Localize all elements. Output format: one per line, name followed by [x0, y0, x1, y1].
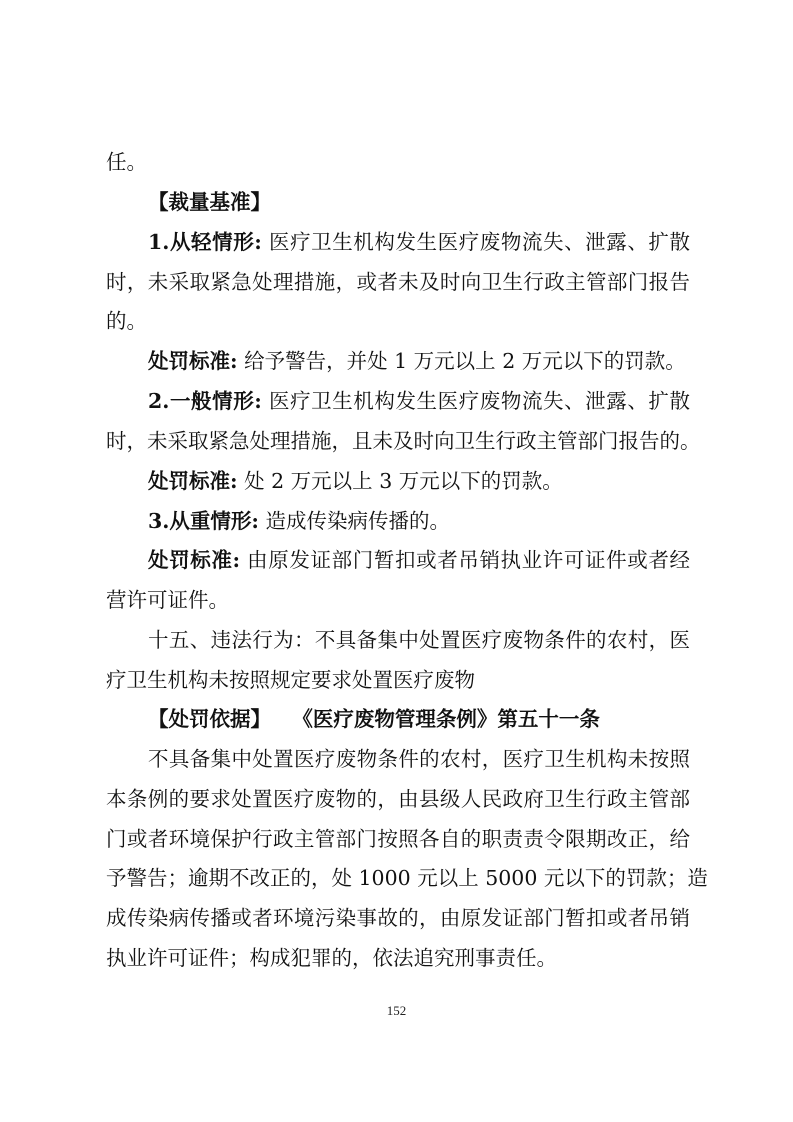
paragraph-line: 执业许可证件；构成犯罪的，依法追究刑事责任。	[106, 946, 557, 970]
paragraph-line: 不具备集中处置医疗废物条件的农村，医疗卫生机构未按照	[148, 747, 690, 771]
violation-heading: 十五、违法行为：不具备集中处置医疗废物条件的农村，医	[148, 628, 690, 652]
paragraph-line: 予警告；逾期不改正的，处 1000 元以上 5000 元以下的罚款；造	[106, 866, 708, 890]
paragraph-line: 营许可证件。	[106, 588, 229, 612]
paragraph-line	[148, 544, 690, 576]
paragraph-line	[148, 345, 690, 377]
case-text: 医疗卫生机构发生医疗废物流失、泄露、扩散	[268, 230, 691, 254]
paragraph-line	[148, 226, 690, 258]
penalty-basis-heading	[148, 703, 690, 735]
paragraph-line: 疗卫生机构未按照规定要求处置医疗废物	[106, 668, 475, 692]
paragraph-line	[148, 465, 690, 497]
paragraph-line: 任。	[106, 150, 147, 174]
paragraph-line: 时，未采取紧急处理措施，且未及时向卫生行政主管部门报告的。	[106, 429, 701, 453]
paragraph-line: 成传染病传播或者环境污染事故的，由原发证部门暂扣或者吊销	[106, 906, 690, 930]
paragraph-line: 本条例的要求处置医疗废物的，由县级人民政府卫生行政主管部	[106, 787, 690, 811]
section-heading-discretion-benchmark: 【裁量基准】	[148, 190, 271, 214]
case-label-heavy: 3.从重情形:	[148, 509, 259, 533]
case-text: 造成传染病传播的。	[265, 509, 450, 533]
paragraph-line	[148, 505, 690, 537]
page-number: 152	[386, 1003, 407, 1018]
penalty-text: 给予警告，并处 1 万元以上 2 万元以下的罚款。	[244, 349, 686, 373]
penalty-text: 处 2 万元以上 3 万元以下的罚款。	[244, 469, 563, 493]
penalty-label: 处罚标准:	[148, 548, 241, 572]
penalty-label: 处罚标准:	[148, 469, 238, 493]
paragraph-line	[148, 385, 690, 417]
regulation-reference: 《医疗废物管理条例》第五十一条	[292, 707, 600, 731]
paragraph-line: 的。	[106, 309, 147, 333]
penalty-label: 处罚标准:	[148, 349, 238, 373]
paragraph-line: 时，未采取紧急处理措施，或者未及时向卫生行政主管部门报告	[106, 270, 690, 294]
paragraph-line: 门或者环境保护行政主管部门按照各自的职责责令限期改正，给	[106, 827, 690, 851]
case-label-general: 2.一般情形:	[148, 389, 262, 413]
case-text: 医疗卫生机构发生医疗废物流失、泄露、扩散	[268, 389, 691, 413]
penalty-text: 由原发证部门暂扣或者吊销执业许可证件或者经	[247, 548, 690, 572]
basis-label: 【处罚依据】	[148, 707, 271, 731]
case-label-light: 1.从轻情形:	[148, 230, 262, 254]
